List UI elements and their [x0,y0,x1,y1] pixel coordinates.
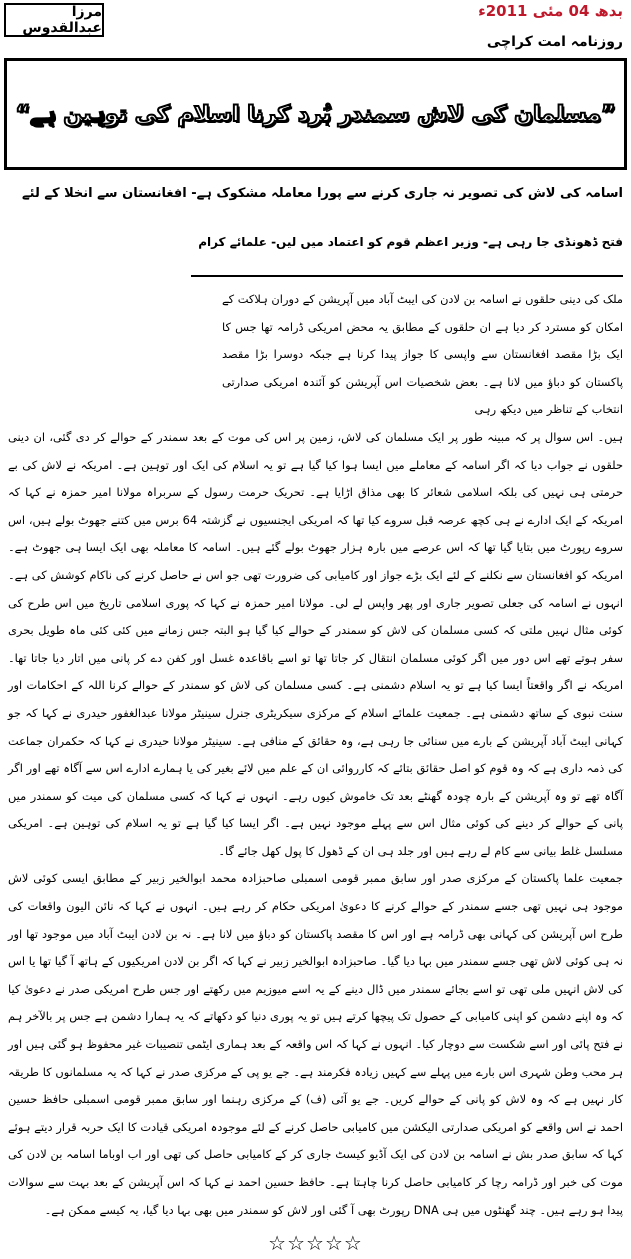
subheading-secondary: فتح ڈھونڈی جا رہی ہے- وزیر اعظم قوم کو اعتماد میں لیں- علمائے کرام [198,235,623,249]
subheading-primary: اسامہ کی لاش کی تصویر نہ جاری کرنے سے پورا معاملہ مشکوک ہے- افغانستان سے انخلا کے لئے [22,186,623,201]
headline: ”مسلمان کی لاش سمندر بُرد کرنا اسلام کی توہین ہے“ [15,101,616,127]
subheading-secondary-box [191,235,623,277]
author-box [4,3,104,37]
article-paragraph-1: ہیں۔ اس سوال پر کہ مبینہ طور پر ایک مسلمان کی لاش، زمین پر اس کی موت کے بعد سمندر کے حوالے کر دی گئی، ان دینی حلقوں نے جواب دیا کہ اگر اسامہ کے معاملے میں ایسا ہوا کیا گیا ہے تو یہ اسلام کی ایک اور توہین ہے۔ امریکہ نے لاش کی بے حرمتی ہی نہیں کی بلکہ اسلامی شعائر کا بھی مذاق اڑایا ہے۔ تحریک حرمت رسول کے سربراہ مولانا امیر حمزہ نے کہا کہ امریکہ کے ایک ادارے نے ہی کچھ عرصہ قبل سروے کیا تھا کہ امریکی ایجنسیوں نے گزشتہ 64 برس میں کتنے جھوٹ بولے ہیں، اس سروے رپورٹ میں بتایا گیا تھا کہ اس عرصے میں بارہ ہزار جھوٹ بولے گئے ہیں۔ اسامہ کا معاملہ بھی ایک ایسا ہی جھوٹ ہے۔ امریکہ کو افغانستان سے نکلنے کے لئے ایک بڑے جواز اور کامیابی کی ضرورت تھی جو اس نے حاصل کرنے کی ناکام کوشش کی ہے۔ انہوں نے اسامہ کی جعلی تصویر جاری اور پھر واپس لے لی۔ مولانا امیر حمزہ نے کہا کہ پوری اسلامی تاریخ میں اس طرح کی کوئی مثال نہیں ملتی کہ کسی مسلمان کی لاش کو سمندر کے حوالے کیا گیا ہو البتہ جس زمانے میں کئی کئی ماہ طویل بحری سفر ہوتے تھے اس دور میں اگر کوئی مسلمان انتقال کر جاتا تھا تو اسے باقاعدہ غسل اور کفن دے کر پانی میں اتار دیا جاتا تھا۔ امریکہ نے اگر واقعتاً ایسا کیا ہے تو یہ اسلام دشمنی ہے۔ کسی مسلمان کی لاش کو سمندر کے حوالے کرنا اللہ کے احکامات اور سنت نبوی کے ساتھ دشمنی ہے۔ جمعیت علمائے اسلام کے مرکزی سیکریٹری جنرل سینیٹر مولانا عبدالغفور حیدری نے کہا کہ جو کہانی ایبٹ آباد آپریشن کے بارے میں سنائی جا رہی ہے، وہ حقائق کے منافی ہے۔ سینیٹر مولانا حیدری نے کہا کہ حکمران جماعت کی ذمہ داری ہے کہ وہ قوم کو اصل حقائق بتائے کہ کارروائی ان کے علم میں لائے بغیر کی یا ہمارے ادارے اس سے آگاہ تھے اور اگر آگاہ تھے تو وہ آپریشن کے بارہ چودہ گھنٹے بعد تک خاموش کیوں رہے۔ انہوں نے کہا کہ کسی مسلمان کی میت کو سمندر میں پانی کے حوالے کر دینے کی کوئی مثال اس سے پہلے موجود نہیں ہے۔ اگر ایسا کیا گیا ہے تو یہ اسلام کی توہین ہے۔ امریکی مسلسل غلط بیانی سے کام لے رہے ہیں اور جلد ہی ان کے ڈھول کا پول کھل جائے گا۔ [8,429,624,858]
intro-paragraph: ملک کی دینی حلقوں نے اسامہ بن لادن کی ایبٹ آباد میں آپریشن کے دوران ہلاکت کے امکان کو مسترد کر دیا ہے ان حلقوں کے مطابق یہ محض امریکی ڈرامہ تھا جس کا ایک بڑا مقصد افغانستان سے واپسی کا جواز پیدا کرنا ہے جبکہ دوسرا بڑا مقصد پاکستان کو دباؤ میں لانا ہے۔ بعض شخصیات اس آپریشن کو آئندہ امریکی صدارتی انتخاب کے تناظر میں دیکھ رہی [222,292,623,417]
headline-box [4,58,627,170]
footer-stars: ☆☆☆☆☆ [268,1231,363,1255]
article-body [8,286,623,1224]
publication-date: بدھ 04 مئی 2011ء [478,2,623,20]
article-paragraph-2: جمعیت علما پاکستان کے مرکزی صدر اور سابق ممبر قومی اسمبلی صاحبزادہ محمد ابوالخیر زبیر کے مطابق ایسی کوئی لاش موجود ہی نہیں تھی جسے سمندر کے حوالے کرنے کا دعویٰ امریکی حکام کر رہے ہیں۔ انہوں نے کہا کہ نائن الیون واقعات کی طرح اس آپریشن کی کہانی بھی ڈرامہ ہے اور اس کا مقصد پاکستان کو دباؤ میں لانا ہے۔ نہ بن لادن ایبٹ آباد میں موجود تھا اور نہ ہی کوئی لاش تھی جسے سمندر میں بہا دیا گیا۔ صاحبزادہ ابوالخیر زبیر نے کہا کہ اگر بن لادن امریکیوں کے ہاتھ آ گیا تھا یا اس کی لاش انہیں ملی تھی تو اسے بجائے سمندر میں ڈال دینے کے یہ اسے میوزیم میں رکھتے اور جس طرح امریکی صدر نے دعویٰ کیا کہ وہ اپنے دشمن کو اپنی کامیابی کے حصول تک پیچھا کرتے ہیں تو یہ پوری دنیا کو دکھاتے کہ یہ ہمارا دشمن ہے جس پر بالآخر ہم نے فتح پائی اور اسے شکست سے دوچار کیا۔ انہوں نے کہا کہ اس واقعہ کے بعد ہماری ایٹمی تنصیبات غیر محفوظ ہو گئی ہیں اور ہر محب وطن شہری اس بارے میں پہلے سے کہیں زیادہ فکرمند ہے۔ جے یو پی کے مرکزی صدر نے کہا کہ یہ مسلمانوں کا طریقہ کار نہیں ہے کہ وہ لاش کو پانی کے حوالے کریں۔ جے یو آئی (ف) کے مرکزی رہنما اور سابق ممبر قومی اسمبلی حافظ حسین احمد نے اس واقعے کو امریکی صدارتی الیکشن میں کامیابی حاصل کرنے کے لئے موجودہ امریکی قیادت کا ایک حربہ قرار دیتے ہوئے کہا کہ سابق صدر بش نے اسامہ بن لادن کی ایک آڈیو کیسٹ جاری کر کے کامیابی حاصل کی تھی اور اب اوباما اسامہ بن لادن کی موت کی خبر اور ڈرامہ رچا کر کامیابی حاصل کرنا چاہتا ہے۔ حافظ حسین احمد نے کہا کہ اس آپریشن کے بعد بہت سے سوالات پیدا ہو رہے ہیں۔ چند گھنٹوں میں ہی DNA رپورٹ بھی آ گئی اور لاش کو سمندر میں بھی بہا دیا گیا، یہ کیسے ممکن ہے۔ [8,871,623,1217]
newspaper-source: روزنامہ امت کراچی [486,34,623,50]
author-name: مرزا عبدالقدوس [22,4,102,36]
